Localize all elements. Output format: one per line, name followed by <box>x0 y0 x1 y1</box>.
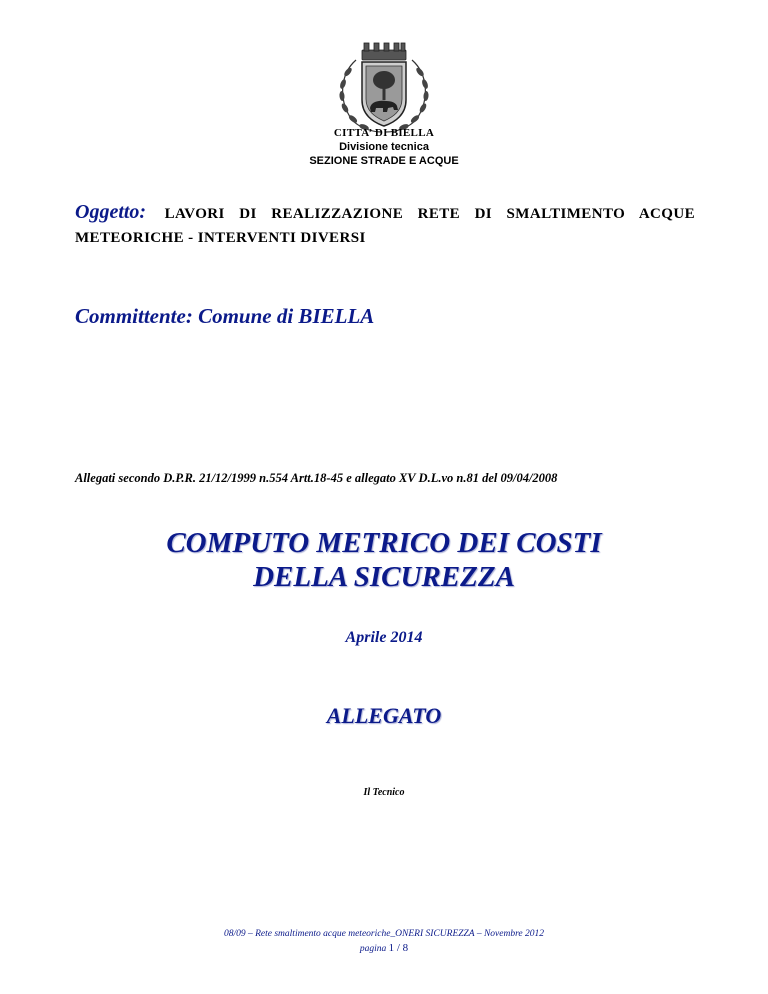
issuer-section: SEZIONE STRADE E ACQUE <box>309 155 459 167</box>
subject-text: LAVORI DI REALIZZAZIONE RETE DI SMALTIMENTO ACQUE METEORICHE - INTERVENTI DIVERSI <box>75 206 695 246</box>
footer-page-number: 1 / 8 <box>388 942 409 954</box>
footer-page-label: pagina <box>359 944 387 954</box>
document-date: Aprile 2014 <box>345 629 423 646</box>
annex-note: Allegati secondo D.P.R. 21/12/1999 n.554 Artt.18-45 e allegato XV D.L.vo n.81 del 09/04/2008 <box>75 471 558 485</box>
annex-heading: ALLEGATO <box>326 703 442 728</box>
document-title-line2: DELLA SICUREZZA <box>253 561 515 593</box>
signature-label: Il Tecnico <box>363 787 405 798</box>
client: Committente: Comune di BIELLA <box>75 304 375 328</box>
footer-document-ref: 08/09 – Rete smaltimento acque meteoriche_ONERI SICUREZZA – Novembre 2012 <box>223 929 545 939</box>
document-title <box>0 526 768 594</box>
document-title-line1: COMPUTO METRICO DEI COSTI <box>166 527 602 559</box>
city-coat-of-arms-icon <box>326 40 442 136</box>
issuer-city: CITTA’ DI BIELLA <box>333 127 435 139</box>
footer-page <box>0 942 768 954</box>
subject-block <box>75 200 695 250</box>
issuer-division: Divisione tecnica <box>339 141 429 153</box>
subject-label: Oggetto: <box>75 201 147 223</box>
